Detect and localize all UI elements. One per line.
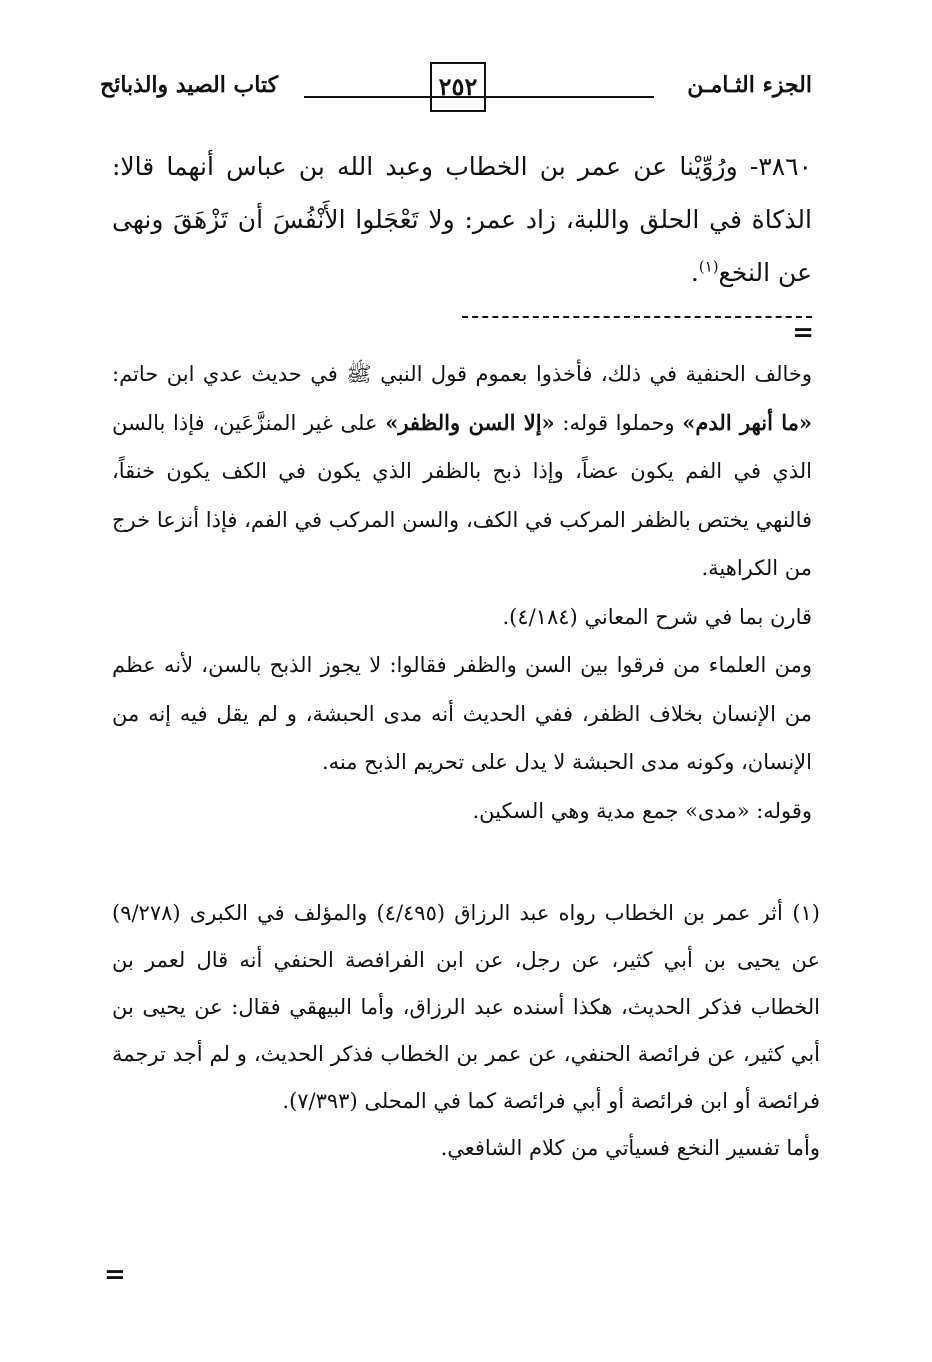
footnote-continuation: وأما تفسير النخع فسيأتي من كلام الشافعي.: [440, 1136, 820, 1160]
hadith-paragraph: ٣٨٦٠- ورُوِّيْنا عن عمر بن الخطاب وعبد الله بن عباس أنهما قالا: الذكاة في الحلق واللبة، زاد عمر: ولا تَعْجَلوا الأَنْفُسَ أن تَزْهَقَ ونهى عن النخع$^{(١)}$.: [112, 152, 812, 287]
continuation-mark: =: [104, 1260, 126, 1290]
footnote-marker: (١): [792, 901, 820, 925]
separator-line: [462, 316, 812, 318]
quote-2: «إلا السن والظفر»: [385, 409, 555, 435]
commentary: [112, 350, 812, 835]
commentary-paragraph: وخالف الحنفية في ذلك، فأخذوا بعموم قول النبي ﷺ في حديث عدي ابن حاتم: «ما أنهر الدم» وحملوا قوله: «إلا السن والظفر» على غير المنزَّعَين، فإذا بالسن الذي في الفم يكون عضاً، وإذا ذبح بالظفر الذي يكون في الكف يكون خنقاً، فالنهي يختص بالظفر المركب في الكف، والسن المركب في الفم، فإذا أنزعا خرج من الكراهية.: [112, 362, 813, 580]
hadith-text: ورُوِّيْنا عن عمر بن الخطاب وعبد الله بن عباس أنهما قالا: الذكاة في الحلق واللبة، زاد عمر: ولا تَعْجَلوا الأَنْفُسَ أن تَزْهَقَ ونهى عن النخع: [112, 152, 812, 287]
main-text: [112, 140, 812, 299]
book-title: كتاب الصيد والذبائح: [100, 72, 279, 98]
header-rule-right: [482, 96, 654, 98]
hadith-number: ٣٨٦٠-: [749, 152, 812, 181]
commentary-paragraph: وقوله: «مدى» جمع مدية وهي السكين.: [472, 798, 812, 823]
footnote-1: [112, 890, 820, 1125]
page-number: ٢٥٢: [430, 62, 486, 112]
commentary-paragraph: ومن العلماء من فرقوا بين السن والظفر فقالوا: لا يجوز الذبح بالسن، لأنه عظم من الإنسان بخلاف الظفر، ففي الحديث أنه مدى الحبشة، و لم يقل فيه إنه من الإنسان، وكونه مدى الحبشة لا يدل على تحريم الذبح منه.: [112, 653, 812, 774]
header-rule-left: [304, 96, 482, 98]
running-header: [100, 62, 812, 114]
footnotes: [112, 890, 820, 1172]
footnote-text: أثر عمر بن الخطاب رواه عبد الرزاق (٤/٤٩٥) والمؤلف في الكبرى (٩/٢٧٨) عن يحيى بن أبي كثير، عن رجل، عن ابن الفرافصة الحنفي أنه قال لعمر بن الخطاب فذكر الحديث، هكذا أسنده عبد الرزاق، وأما البيهقي فقال: عن يحيى بن أبي كثير، عن فرائصة الحنفي، عن عمر بن الخطاب فذكر الحديث، و لم أجد ترجمة فرائصة أو ابن فرائصة أو أبي فرائصة كما في المحلى (٧/٣٩٣).: [112, 901, 820, 1113]
footnote-ref: (١): [698, 257, 719, 276]
continuation-mark: =: [792, 318, 814, 348]
part-title: الجزء الثـامـن: [687, 72, 812, 98]
commentary-paragraph: قارن بما في شرح المعاني (٤/١٨٤).: [502, 604, 812, 629]
quote-1: «ما أنهر الدم»: [682, 409, 813, 435]
